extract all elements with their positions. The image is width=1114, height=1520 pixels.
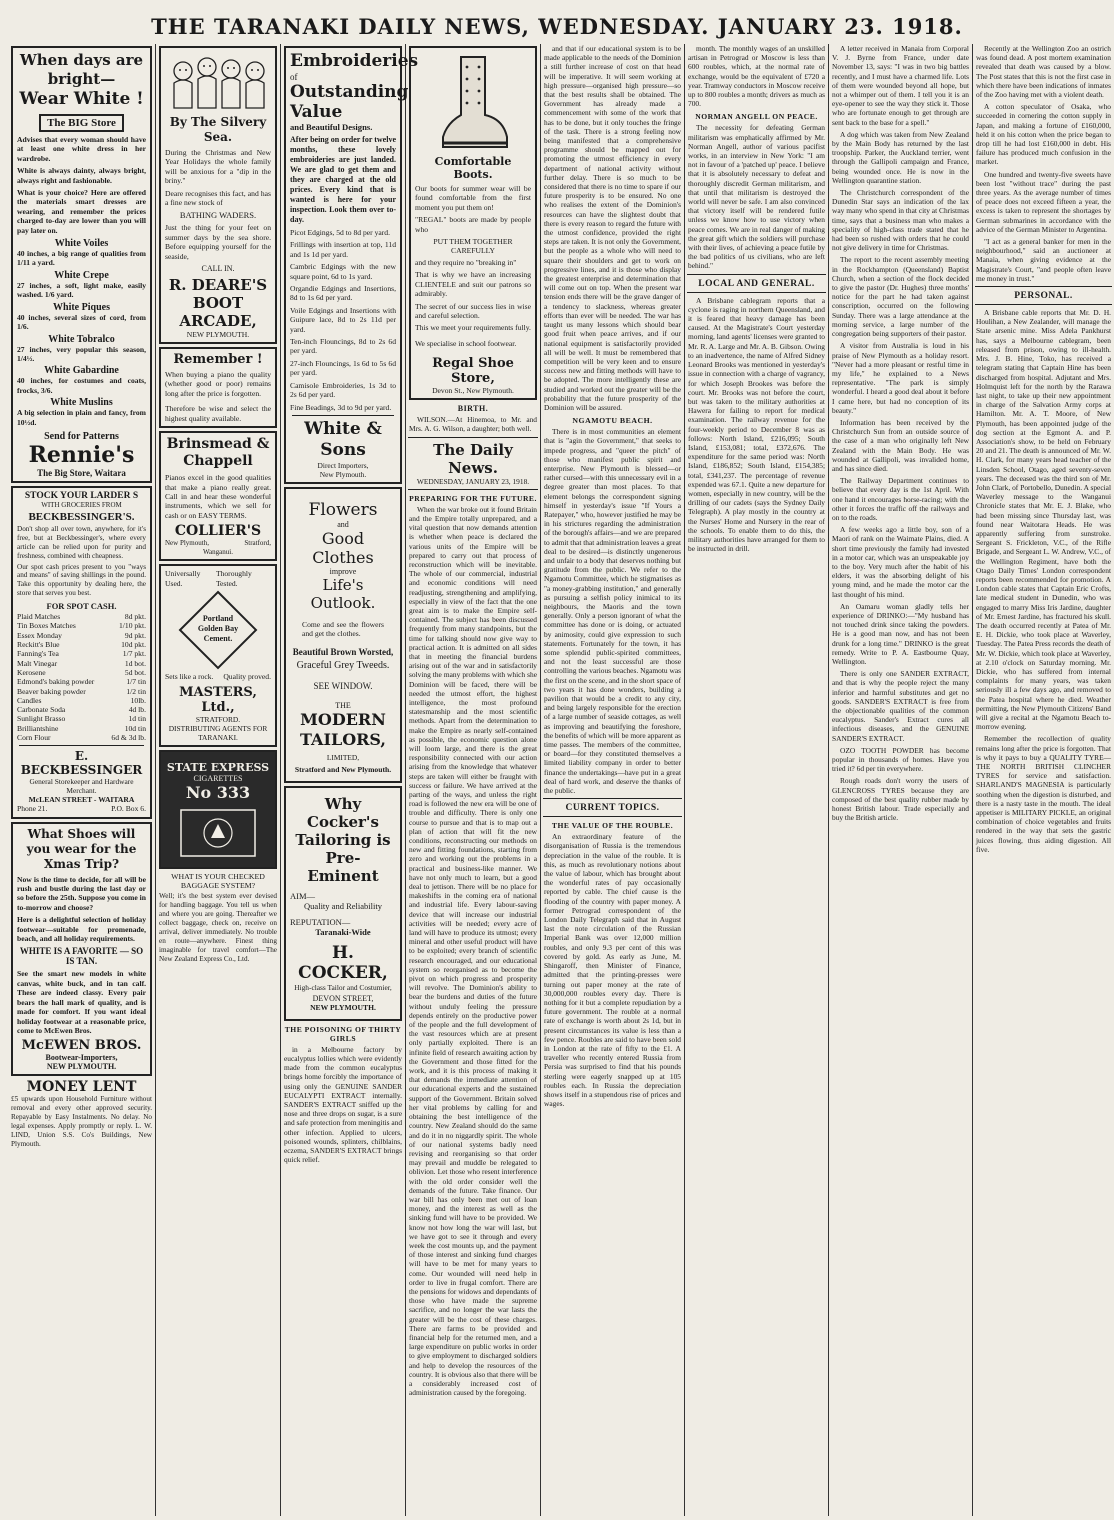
ad-text: During the Christmas and New Year Holidays the whole family will be anxious for a "dip in the briny." (165, 148, 271, 186)
list-heading: FOR SPOT CASH. (46, 601, 117, 612)
section-heading: CURRENT TOPICS. (565, 803, 660, 814)
ad-town: STRATFORD. (195, 715, 241, 725)
ad-text: Pianos excel in the good qualities that make a piano really great. Call in and hear these wonderful instruments, which we sell for cash or on EASY TERMS. (165, 473, 271, 520)
ad-masters (159, 564, 277, 747)
ad-text: CALL IN. (201, 264, 235, 274)
masthead: THE TARANAKI DAILY NEWS, WEDNESDAY. JANUARY 23. 1918. (151, 14, 963, 39)
article-body: A cotton speculator of Osaka, who succeeded in cornering the cotton supply in Japan, and making a fortune of £160,000, held it on his cotton when the price began to drop till he had lost £160,000 in debt. His failure has produced much confusion in the market. (976, 102, 1111, 167)
ad-modern-tailors (284, 487, 402, 783)
list-item: Organdie Edgings and Insertions, 8d to 1s 6d per yard. (290, 284, 396, 303)
ad-deare (159, 46, 277, 344)
article-body: The necessity for defeating German militarism was emphatically affirmed by Mr. Norman Angell, author of various pacifist works, in an interview in New York: "I am not in favour of a 'patched up' peace. I believe that it is absolutely necessary to defeat and thoroughly discredit German militarism, and that until that militarism is destroyed the world will never be safe. I am also convinced that victory itself will be rendered futile unless we know how to use victory when peace comes. We are in real danger of making the great gift which the soldiers will purchase with their lives, of achieving a peace futile by the bad politics of us civilians, who are left behind." (688, 123, 825, 271)
ad-headline: Outstanding Value (290, 82, 409, 122)
ad-text: Advises that every woman should have at least one white dress in her wardrobe. (17, 135, 146, 163)
ad-remember (159, 347, 277, 428)
ad-headline: Flowers (308, 499, 378, 520)
section-heading: LOCAL AND GENERAL. (698, 278, 815, 289)
boot-icon (415, 53, 531, 153)
list-item: Camisole Embroideries, 1s 3d to 2s 6d per yard. (290, 380, 396, 400)
ad-brand: BECKBESSINGER'S. (28, 510, 135, 523)
ad-item: BATHING WADERS. (179, 210, 257, 221)
list-item: Picot Edgings, 5d to 8d per yard. (290, 228, 390, 237)
ad-text: Deare recognises this fact, and has a fine new stock of (165, 188, 271, 208)
ad-text: REPUTATION— (290, 916, 351, 927)
ad-text: Graceful Grey Tweeds. (296, 659, 390, 671)
ad-money-lent (8, 1079, 155, 1148)
editorial-body: When the war broke out it found Britain and the Empire totally unprepared, and a vital question that now demands attention is whether when peace is declared the various units of the Empire will be prepared to carry out that process of reconstruction which will be inevitable. The whole of our commercial, industrial and economic conditions will need readjusting, strengthening and amplifying, especially in view of the fact that the one great aim is to make the Empire self-contained. The subject has been discussed frequently from many standpoints, but the time for talking should now give way to practical action. It is admitted on all sides that in meeting the financial burdens arising out of the war and in satisfactorily solving the many problems with which she Dominion will be faced, there will be needed the utmost effort, the highest intelligence, the most profound statesmanship and the most scientific methods. Apart from the determination to make the Empire as nearly self-contained as possible, the economic question alone will loom large, and there is the great responsibility connected with our action arising from the knowledge that whatever steps are taken will either be fraught with success or failure. We have arrived at the parting of the ways, and unless the right road is followed the new era will be one of trouble and difficulty. There is only one course to pursue and that is to map out a plan of action that will fit the new conditions, reconstructing our methods on new and fitting foundations, starting from zero and working out the problems in a practical and business-like manner. We have not only much to learn, but a good deal to jettison. There will be no place for makeshifts in the coming era of national and industrial life. Every labour-saving device that will increase our industrial activities will be needed; every acre of land will have to produce its utmost; every mineral and other useful product will have to be exploited; every branch of scientific research encouraged, and our educational system so reorganised as to become the pivot on which progress and prosperity will revolve. The Dominion's ability to bear the burdens and duties of the future without unduly feeling the pressure depends entirely on the productive power of the people and the full development of the vast resources which are at present only partially exploited. There is an infinite field of research awaiting action by the Government and those fitted for the work, and it is this process of making it that demands the immediate attention of our educational experts and the sustained support of the Government. Britain solved her vital problems by calling for and obtaining the best intelligence of the country. New Zealand should do the same and do it in no niggardly spirit. The whole of our national systems badly need revising and reorganising so that order may prevail and muddle be relegated to oblivion. Let those who resent interference with the old order consider well the demands of the future. Take finance. Our war bill has only been met out of loan money, and the interest as well as the sinking fund will have to be provided. We know not how long the war will last, but we have got to see it through and every week the cost mounts up, and the payment of those interest and sinking fund charges will have to be met for many years to come. Our wounded will need help in order to live in frugal comfort. There are the pensions for widows and dependants of those who have made the supreme sacrifice, and no longer the war lasts the greater will be the cost of these charges. There are farms to be provided and financial help for the returned men, and a large expenditure on public works in order to give employment to discharged soldiers and help to develop the resources of the country. It is obvious also that there will be a considerably increased cost of administration caused by the foregoing. (409, 504, 537, 1398)
contact-line: Phone 21. P.O. Box 6. (17, 804, 146, 814)
ad-text: DISTRIBUTING AGENTS FOR TARANAKI. (168, 724, 268, 743)
ad-text: Our boots for summer wear will be found comfortable from the first moment you put them on! (415, 184, 531, 212)
ad-town: New Plymouth. (319, 469, 367, 479)
list-item: 27-inch Flouncings, 1s 6d to 5s 6d per yard. (290, 358, 396, 378)
column-3 (281, 44, 419, 1516)
ad-text: improve (329, 566, 357, 576)
ad-address: Devon St., New Plymouth. (432, 386, 514, 396)
list-item: Tin Boxes Matches 1/10 pkt. (17, 621, 146, 631)
article-body: in a Melbourne factory by eucalyptus lollies which were evidently made from the common eucalyptus brings home forcibly the importance of using only the GENUINE SANDER EUCALYPTI EXTRACT internally. SANDER'S EXTRACT sniffed up the nose and three drops on sugar, is a sure and safe protection from meningitis and other infection. Applied to ulcers, poisoned wounds, splinters, chilblains, eczema, SANDER'S EXTRACT brings quick relief. (284, 1044, 403, 1165)
ad-text: WITH GROCERIES FROM (41, 500, 122, 509)
item-name: White Crepe (54, 269, 109, 281)
ad-town: NEW PLYMOUTH. (310, 1002, 376, 1012)
list-item: Corn Flour 6d & 3d lb. (17, 733, 146, 743)
article-heading: THE POISONING OF THIRTY GIRLS (284, 1024, 402, 1043)
article-body: An Oamaru woman gladly tells her experience of DRINKO:—"My husband has not touched drink since taking the powders. He is a good man now, and has not been drunk for a long time." DRINKO is the great remedy. Write to P. A. Eastbourne Quay, Wellington. (832, 601, 969, 666)
article-body: An extraordinary feature of the disorganisation of Russia is the tremendous depreciation in the value of the rouble. It is this, as much as revolutionary notions about the value of labour, which has brought about the wonderful rates of pay occasionally reported by cable. The chief cause is the flooding of the country with paper money. A former Petrograd correspondent of the London Daily Telegraph said that in August last the note circulation of the Russian Imperial Bank was over 12,000 million roubles, and only 9.3 per cent of this was covered by gold. As early as June, M. Shingaroff, then Minister of Finance, admitted that the printing-presses were turning out paper money at the rate of 30,000,000 roubles every day. There is nothing for it but a complete repudiation by a future government. The rouble at a normal rate of exchange is worth about 2s 1d, but in present circumstances its value is less than a few pence. Roubles are said to have been sold in London at the rate of fifty to the £1. A traveller who recently entered Russia from Persia was surprised to find that his pounds sterling were eagerly snapped up at 105 roubles each. In Russia the depreciation shows itself in a stupendous rise of prices and wages. (544, 832, 681, 1109)
article-body: A dog which was taken from New Zealand by the Main Body has returned by the last troopship. Parker, the Auckland terrier, went through the Gallipoli campaign and France, being wounded once. He is now in the Wellington quarantine station. (832, 129, 969, 185)
article-body: A letter received in Manaia from Corporal V. J. Byrne from France, under date November 13, says: "I was in two big battles recently, and I must have a charmed life. Lots of them were wounded beyond all hope, but not a whimper out of them. I tell you it is an eye-opener to see the way they stick it. Those who are fortunate enough to get through are sent back to the base for a spell." (832, 44, 969, 127)
ad-white-sons (284, 46, 419, 484)
item-name: White Tobralco (48, 333, 115, 345)
list-item: Kerosene 5d bot. (17, 667, 146, 677)
article-body: Remember the recollection of quality remains long after the price is forgotten. That is why it pays to buy a QUALITY TYRE—THE NORTH BRITISH CLINCHER TYRES for service and satisfaction. SHARLAND'S MAGNESIA is particularly soothing when the digestion is disturbed, and there is a nasty taste in the mouth. The ideal appetiser is MILITARY PICKLE, an original combination of choice vegetables and fruits rendered in the way that sets the gastric juices flowing, thus aiding digestion. All five. (976, 734, 1111, 854)
ad-subhead: and Beautiful Designs. (290, 122, 373, 132)
ad-text: Don't shop all over town, anywhere, for it's free, but at Beckbessinger's, where every article can be relied upon for purity and freshness, combined with cheapness. (17, 524, 146, 560)
article-body: and that if our educational system is to be made applicable to the needs of the Dominion a still further increase of cost on that head will be imperative. It will seem working at high pressure—organised high pressure—so that the best results shall be obtained. The Government has already made a commencement with some of the work that has to be done, but it only touches the fringe of the task. There is a strong feeling now being manifested that a comprehensive programme should be mapped out for promoting the utmost efficiency in every department of national activity without further delay. There is so much to be considered that there is no time to spare if our future prosperity is to be ensured. No one who realises the extent of the Dominion's resources can have the slightest doubt that there is every reason to regard the future with the utmost confidence, provided the right steps are taken. It is not only the Government, but the people as a whole who will need to square their shoulders and get to work on progressive lines, and it is those who display the greatest enterprise and determination that will come out on top. When the present war tension ends there will be the grave danger of a tendency to slackness, whereas greater efforts than ever will be needed. The war has taught us many lessons which should bear good fruit when peace arrives, and if our national equipment is satisfactorily provided all will be well. It must be remembered that competition will be very keen and to ensure success new and fitting methods will have to be adopted. The more intelligently these are studied and worked out the greater will be the probability that the future prosperity of the Dominion will be assured. (544, 44, 681, 412)
ad-brand: COLLIER'S (174, 523, 262, 540)
ad-headline: Life's Outlook. (310, 575, 376, 612)
item-name: White Gabardine (44, 365, 119, 377)
article-body: There is in most communities an element that is "agin the Government," that seeks to impede progress, and "queer the pitch" of those who manifest public spirit and enterprise. New Plymouth is blessed—or rather cursed—with this unnecessary evil in a degree greater than most places. To that element belongs the correspondent signing himself in yesterday's issue "If Yours a Ratepayer," who, however justified he may be in his strictures regarding the administration of the borough's affairs—and we are prepared to admit that that administration leaves a great deal to be desired—is distinctly ungenerous and unfair to a body that deserves nothing but gratitude from the public. We refer to the Ngamotu Committee, which he stigmatises as "a money-grabbing institution," and generally as pursuing a selfish policy inimical to its neighbours, the Maoris and the town generally. Only a person ignorant of what the committee has done or is doing, or actuated by animosity, could give expression to such statements. Fortunately for the town, it has some splendid public-spirited committees, and not the least successful are those controlling the various beaches. Ngamotu was the first on the scene, and in the short space of two years it has done wonders, building a pavilion that would be a credit to any city, and being largely responsible for the erection of a large number of seaside cottages, as well as improving and beautifying the foreshore, the benefits of which will be more apparent as time passes. The members of the committee, or board—for they constituted themselves a limited liability company in order to better finance the undertakings—have put in a great deal of hard work, and deserve the thanks of the public. (544, 427, 681, 796)
ad-text: Now is the time to decide, for all will be rush and bustle during the last day or so before the 25th. Suppose you come in to-morrow and choose? (17, 874, 146, 912)
ad-headline: Brinsmead & Chappell (166, 436, 270, 470)
ad-headline: By The Silvery Sea. (169, 115, 267, 144)
ad-brand: Regal Shoe Store, (432, 356, 514, 387)
ad-headline: Good Clothes (312, 528, 374, 567)
ad-text: Quality and Reliability (304, 900, 382, 911)
list-item: Voile Edgings and Insertions with Guipure lace, 8d to 2s 11d per yard. (290, 305, 396, 334)
list-item: Sunlight Brasso 1d tin (17, 714, 146, 724)
ad-text: AIM— (290, 890, 316, 901)
birth-notice (406, 404, 540, 433)
article-body: OZO TOOTH POWDER has become popular in thousands of homes. Have you tried it? 6d per tin everywhere. (832, 745, 969, 774)
article-body: A visitor from Australia is loud in his praise of New Plymouth as a holiday resort. "Never had a more pleasant or restful time in my life," he explained to a News representative. "The park is simply wonderful. I heard a good deal about it before I came here, but had no conception of its beauty." (832, 341, 969, 415)
ad-beckbessinger (11, 486, 152, 819)
ad-text: THE (335, 700, 351, 710)
item-desc: 40 inches, for costumes and coats, frocks, 3/6. (17, 376, 146, 395)
ad-text: When buying a piano the quality (whether good or poor) remains long after the price is forgotten. (165, 370, 271, 398)
column-5 (541, 44, 685, 1516)
ad-text: After being on order for twelve months, these lovely embroideries are just landed. We are glad to get them and they are charged at the old prices. Every kind that is wanted is here for your inspection. Look them over to-day. (290, 135, 396, 224)
ad-text: The secret of our success lies in wise and careful selection. (415, 301, 531, 321)
ad-text: What is your choice? Here are offered the materials smart dresses are wearing, and remember the prices charged to-day are lower than you will pay later on. (17, 188, 146, 235)
ad-brand-sub: The Big Store, Waitara (37, 467, 126, 478)
ad-headline: MONEY LENT (26, 1079, 137, 1096)
ad-highlight: WHITE IS A FAVORITE — SO IS TAN. (19, 946, 144, 967)
column-6 (685, 44, 829, 1516)
list-item: Essex Monday 9d pkt. (17, 630, 146, 640)
list-item: Brilliantshine 10d tin (17, 723, 146, 733)
list-item: Fanning's Tea 1/7 pkt. (17, 649, 146, 659)
section-heading: PERSONAL. (1014, 291, 1073, 302)
ad-text: Here is a delightful selection of holiday footwear—suitable for promenade, beach, and all holiday requirements. (17, 915, 146, 944)
price-list (17, 612, 146, 742)
ad-text: Therefore be wise and select the highest quality available. (165, 404, 271, 423)
list-item: Carbonate Soda 4d lb. (17, 705, 146, 715)
column-1 (8, 44, 156, 1516)
ad-brand: E. BECKBESSINGER (20, 749, 143, 778)
ad-text: Taranaki-Wide (315, 926, 371, 937)
ad-regal (409, 46, 537, 400)
list-item: Candles 10lb. (17, 695, 146, 705)
ad-brand: Rennie's (28, 441, 135, 468)
ad-text: and they require no "breaking in" (415, 258, 517, 268)
article-body: Recently at the Wellington Zoo an ostrich was found dead. A post mortem examination revealed that death was caused by a blow. The Post states that this is not the first case in which there have been indications of inmates of the Zoo having met with a violent death. (976, 44, 1111, 100)
badge-text: Portland Golden Bay Cement. (197, 614, 239, 644)
ad-text: of (290, 72, 298, 82)
article-body: A few weeks ago a little boy, son of a Maori of rank on the Waimate Plains, died. A short time previously the family had invested in a motor car, which was an unspeakable joy to the boy. Very much after the habit of his elders, it was the absorbing delight of his young mind, and he made the motor car the last thought of his mind. (832, 525, 969, 599)
ad-mcewen (11, 822, 152, 1077)
ad-text: "REGAL" boots are made by people who (415, 215, 531, 234)
ad-text: SEE WINDOW. (313, 680, 373, 691)
ad-text: That is why we have an increasing CLIENTELE and suit our patrons so admirably. (415, 270, 531, 299)
article-body: The Christchurch correspondent of the Dunedin Star says an indication of the lax way many who spend in that city at Christmas time, says that a business man who makes a speciality of high-class trade stated that he had been so rushed with orders that he could not give delivery in time for Christmas. (832, 188, 969, 253)
item-name: White Piques (53, 301, 110, 313)
ad-text: This we meet your requirements fully. (415, 323, 531, 333)
item-desc: A big selection in plain and fancy, from 10½d. (17, 408, 146, 427)
ad-text: Send for Patterns (44, 430, 119, 442)
ad-town: NEW PLYMOUTH. (186, 330, 250, 340)
cement-badge (165, 590, 271, 670)
item-name: White Muslins (50, 397, 113, 409)
ad-brand: McEWEN BROS. (21, 1038, 142, 1054)
article-body: A Brisbane cable reports that Mr. D. H. Houlihan, a New Zealander, will manage the State arsenic mine. Miss Adela Pankhurst has, says a Melbourne cablegram, been released from prison, owing to ill-health. Mrs. J. B. Hine, Toko, has received a telegram stating that Captain Hine has been discharged from hospital. Adjutant and Mrs. Holmquist left for the north by the Rarawa last night, to take up their new appointment in charge of the Salvation Army corps at Hamilton. Mr. A. T. Moore, of New Plymouth, has been appointed judge of the dog section at the Egmont A. and P. Association's show, to be held on February 20 and 21. The death is announced of Mr. W. H. Clark, for many years head teacher of the Linsden School, Otago, aged seventy-seven years. The deceased was the third son of Mr. John Clark, of Portobello, Dunedin. A special Waverley message to the Wanganui Chronicle states that Mr. E. J. Blake, who had been missing since Thursday last, was found near Waitotara Heads. He was apparently suffering from sunstroke. Sergeant S. Frickleton, V.C., of the Rifle Brigade, and Sergeant L. W. Andrew, V.C., of the Wellington Regiment, have both the Otago Daily Times' London correspondent reports been recommended for promotion. A London cable states that Captain Eric Crofts, late medical student in Dunedin, who was engaged to marry Miss Iris Jardine, daughter of Mr. Ernest Jardine, has fractured his skull. The death occurred recently at Patea of Mr. E. H. Dickie, who took place at Waverley, Tuesday. The Patea Press records the death of Mr. W. Dickie, which took place at Waverley, at 2.10 o'clock on Saturday morning. Mr. Dickie, who has suffered from internal complaints for many years, was taken seriously ill a few days ago, and removed to the Patea hospital where he died. Weather permitting, the New Plymouth Citizens' Band will give a recital at the Ngamotu Beach to-morrow evening. (976, 308, 1111, 732)
sander-notice (281, 1025, 405, 1165)
article-body: One hundred and twenty-five sweets have been lost "without trace" during the past three years. As the average number of times of peace does not exceed fifteen a year, the excess is taken to represent the shortages by German submarines in accordance with the advice of the German Minister to Argentina. (976, 169, 1111, 234)
article-body: Rough roads don't worry the users of GLENCROSS TYRES because they are composed of the best quality rubber made by honest British labour. Trade especially and buy the British article. (832, 776, 969, 823)
ad-text: General Storekeeper and Hardware Merchant. (29, 777, 134, 796)
list-item: Fine Beadings, 3d to 9d per yard. (290, 402, 392, 412)
article-body: "I act as a general banker for men in the neighbourhood," said an auctioneer at Manaia, when giving evidence at the Magistrate's Court, "and people often leave me money in trust." (976, 237, 1111, 283)
ad-address: McLEAN STREET - WAITARA (28, 795, 135, 805)
article-body: The Railway Department continues to believe that every day is the 1st April. With one hand it encourages horse-racing; with the other it forces the traffic off the railways and on to the roads. (832, 476, 969, 522)
ad-town: Stratford and New Plymouth. (294, 764, 392, 774)
emb-list (290, 228, 396, 412)
ad-brand: R. DEARE'S BOOT ARCADE, (168, 276, 268, 331)
article-body: month. The monthly wages of an unskilled artisan in Petrograd or Moscow is less than 600 roubles, which, at the normal rate of exchange, would be the equivalent of £720 a year. Tramway conductors in Moscow receive up to 800 roubles a month; drivers as much as 700. (688, 44, 825, 109)
ad-headline: Wear White ! (19, 89, 144, 109)
notice-body: WILSON.—At Hinemoa, to Mr. and Mrs. A. G. Wilson, a daughter; both well. (409, 415, 537, 434)
column-4 (406, 44, 541, 1516)
ad-rennies (11, 46, 152, 483)
ad-slogans: Universally Used. Thoroughly Tested. (165, 569, 252, 588)
ad-text: High-class Tailor and Costumier, (294, 982, 392, 992)
ad-cocker (284, 786, 402, 1021)
ad-town: Wanganui. (203, 548, 233, 557)
ad-headline: Embroideries (290, 51, 419, 71)
ad-text: White is always dainty, always bright, always right and fashionable. (17, 166, 146, 185)
list-item: Plaid Matches 8d pkt. (17, 612, 146, 622)
ad-brand: White & Sons (304, 418, 382, 460)
ad-brand-sub: Bootwear-Importers, (45, 1053, 118, 1063)
paper-date: WEDNESDAY, JANUARY 23, 1918. (416, 476, 530, 486)
ad-slogans: Sets like a rock. Quality proved. (165, 672, 271, 682)
ad-number: No 333 (185, 783, 251, 803)
article-body: There is only one SANDER EXTRACT, and that is why the people reject the many inferior and harmful substitutes and get no goods. SANDER'S EXTRACT is free from the objectionable qualities of the common eucalyptus. Sander's Extract cures all infectious diseases, and the GENUINE SANDER'S EXTRACT. (832, 669, 969, 743)
paper-title: The Daily News. (433, 440, 513, 477)
article-body: Information has been received by the Christchurch Sun from an outside source of the case of a man who originally left New Zealand with the Main Body. He was wounded at Gallipoli, was invalided home, and has since died. (832, 417, 969, 473)
article-body: A Brisbane cablegram reports that a cyclone is raging in northern Queensland, and it is feared that heavy damage has been caused. At the Magistrate's Court yesterday morning, land agents' licenses were granted to Mr. R. A. Large and Mr. A. B. Gibson. Owing to an inadvertence, the name of Alfred Sidney Leonard Brooks was mentioned in yesterday's issue in connection with a charge of vagrancy, for which Joseph Brookes was before the court. Mr. Brooks was not before the court, but was taken to the military authorities at Hawera for failing to report for medical examination. The railway revenue for the four-weekly period to December 8 was as follows: North Island, £216,095; South Island, £153,081; total, £372,676. The expenditure for the same period was: North Island, £186,852; South Island, £154,385; total, £341,237. The percentage of revenue expended was 67.1. Quite a new departure for women, especially in new country, will be the drilling of our cadets (says the Sydney Daily Telegraph). A play mostly in the country at the Nurses' Home and Nursery in the rear of the schools. To enable them to do this, the military authorities have arranged for them to be instructed in drill. (688, 295, 825, 554)
ad-headline: WHAT IS YOUR CHECKED BAGGAGE SYSTEM? (171, 872, 265, 891)
column-7 (829, 44, 973, 1516)
ad-text: and (337, 519, 349, 529)
ad-text: Just the thing for your feet on summer days by the sea shore. Before equipping yourself for the seaside, (165, 223, 271, 261)
list-item: Frillings with insertion at top, 11d and 1s 1d per yard. (290, 240, 396, 259)
cigarette-box-icon (165, 804, 271, 862)
editorial-heading: PREPARING FOR THE FUTURE. (409, 493, 537, 503)
item-desc: 40 inches, several sizes of cord, from 1/6. (17, 312, 146, 332)
ad-towns: New Plymouth, Stratford, (165, 539, 271, 548)
item-name: White Voiles (54, 238, 109, 250)
list-item: Cambric Edgings with the new square point, 6d to 1s yard. (290, 262, 396, 281)
ad-baggage (156, 872, 280, 963)
ad-headline: STOCK YOUR LARDER S (24, 490, 139, 501)
ad-text: LIMITED, (326, 752, 360, 762)
ad-headline: When days are bright— (19, 51, 144, 88)
item-desc: 27 inches, very popular this season, 1/4½. (17, 344, 146, 363)
article-heading: NGAMOTU BEACH. (572, 416, 653, 426)
ad-text: Come and see the flowers and get the clothes. (302, 619, 384, 639)
ad-text: Direct Importers, (317, 460, 369, 470)
ad-headline: Comfortable Boots. (434, 155, 512, 181)
ad-text: See the smart new models in white canvas, white buck, and in tan calf. These are indeed classy. Every pair bears the hall mark of quality, and is made for comfort. If you want ideal holiday footwear at a reasonable price, come to McEwen Bros. (17, 969, 146, 1035)
ad-colliers (159, 431, 277, 561)
ad-headline: Remember ! (173, 352, 263, 368)
ad-text: Well; it's the best system ever devised for handling baggage. You tell us when and where you are going. Thereafter we collect baggage, check on, receive on arrival, deliver immediately. No trouble en route—anywhere. Finest thing imaginable for travel comfort—The New Zealand Express Co., Ltd. (159, 892, 277, 963)
item-desc: 40 inches, a big range of qualities from 1/11 a yard. (17, 249, 146, 268)
ad-headline: Why Cocker's Tailoring is Pre-Eminent (295, 794, 391, 885)
ad-highlight: PUT THEM TOGETHER CAREFULLY (433, 237, 513, 256)
ad-state-express (159, 750, 277, 869)
children-illustration (165, 53, 271, 113)
ad-street: DEVON STREET, (312, 993, 374, 1003)
white-items (17, 238, 146, 427)
store-banner: The BIG Store (39, 114, 124, 132)
list-item: Beaver baking powder 1/2 tin (17, 686, 146, 696)
list-item: Reckitt's Blue 10d pkt. (17, 640, 146, 650)
article-heading: NORMAN ANGELL ON PEACE. (695, 112, 818, 122)
ad-brand: H. COCKER, (298, 942, 388, 983)
ad-brand: STATE EXPRESS (166, 761, 270, 775)
ad-text: Our spot cash prices present to you "ways and means" of saving shillings in the pound. Take this opportunity by dealing here, the store that serves you best. (17, 562, 146, 598)
ad-brand: MODERN TAILORS, (300, 709, 386, 749)
list-item: Ten-inch Flouncings, 8d to 2s 6d per yard. (290, 337, 396, 356)
notice-heading: BIRTH. (457, 404, 489, 414)
ad-text: We specialise in school footwear. (415, 338, 517, 348)
list-item: Edmond's baking powder 1/7 tin (17, 677, 146, 687)
ad-headline: What Shoes will you wear for the Xmas Trip? (26, 826, 137, 871)
ad-town: NEW PLYMOUTH. (46, 1062, 117, 1072)
ad-text: £5 upwards upon Household Furniture without removal and every other approved security. Repayable by Easy Instalments. No delay. No legal expenses. Apply promptly or reply. L. W. LIND, Union S.S. Co's Buildings, New Plymouth. (11, 1095, 152, 1148)
list-item: Malt Vinegar 1d bot. (17, 658, 146, 668)
article-body: The report to the recent assembly meeting in the Rockhampton (Queensland) Baptist Church, when a section of the flock decided to give the pastor (Dr. Hughes) three months' notice for the part he had taken against conscription, occurred on the following Sunday. There was a large attendance at the morning service, a large number of the congregation being supporters of their pastor. (832, 255, 969, 339)
ad-item: CIGARETTES (193, 774, 243, 784)
article-heading: THE VALUE OF THE ROUBLE. (551, 821, 674, 831)
column-8 (973, 44, 1114, 1516)
column-2 (156, 44, 281, 1516)
ad-brand: MASTERS, Ltd., (179, 685, 257, 716)
ad-text: Beautiful Brown Worsted, (292, 646, 394, 657)
item-desc: 27 inches, a soft, light make, easily washed. 1/6 yard. (17, 280, 146, 300)
